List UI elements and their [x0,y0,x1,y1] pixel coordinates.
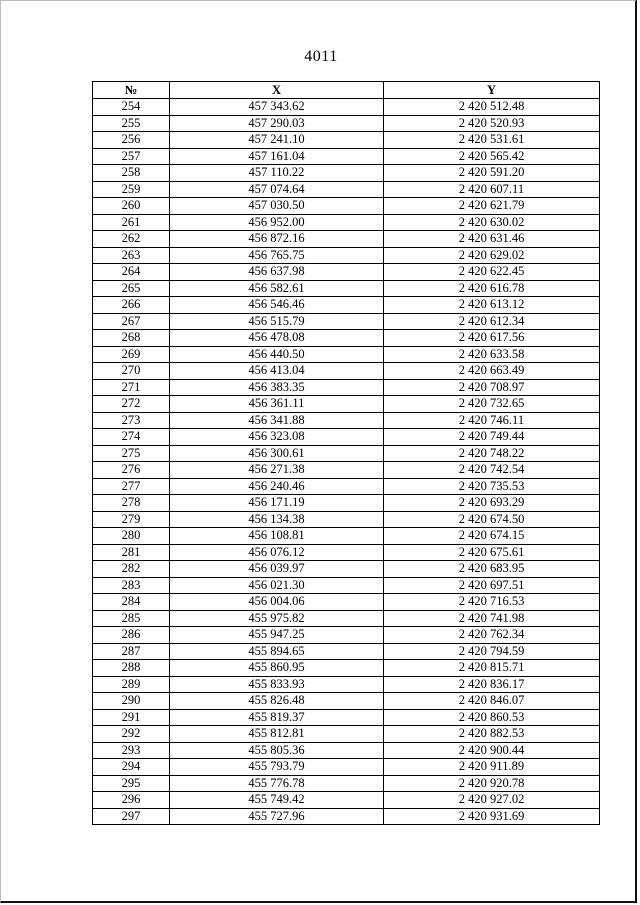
cell-y: 2 420 512.48 [384,99,600,116]
table-row [93,231,600,248]
column-header-number: № [93,82,170,99]
cell-y: 2 420 927.02 [384,792,600,809]
cell-y: 2 420 846.07 [384,693,600,710]
cell-x: 456 637.98 [170,264,384,281]
table-row [93,181,600,198]
cell-x: 455 975.82 [170,610,384,627]
table-row [93,330,600,347]
cell-number: 263 [93,247,170,264]
cell-x: 456 341.88 [170,412,384,429]
cell-y: 2 420 836.17 [384,676,600,693]
cell-number: 286 [93,627,170,644]
table-row [93,726,600,743]
cell-y: 2 420 693.29 [384,495,600,512]
cell-x: 456 515.79 [170,313,384,330]
cell-y: 2 420 622.45 [384,264,600,281]
cell-number: 265 [93,280,170,297]
cell-y: 2 420 815.71 [384,660,600,677]
table-row [93,528,600,545]
cell-x: 457 161.04 [170,148,384,165]
cell-number: 285 [93,610,170,627]
cell-number: 271 [93,379,170,396]
cell-y: 2 420 607.11 [384,181,600,198]
cell-number: 257 [93,148,170,165]
cell-number: 268 [93,330,170,347]
table-row [93,478,600,495]
cell-x: 457 030.50 [170,198,384,215]
cell-number: 283 [93,577,170,594]
cell-x: 457 110.22 [170,165,384,182]
table-row [93,808,600,825]
table-header-row [93,82,600,99]
table-row [93,775,600,792]
cell-y: 2 420 697.51 [384,577,600,594]
cell-y: 2 420 565.42 [384,148,600,165]
cell-y: 2 420 911.89 [384,759,600,776]
column-header-x: X [170,82,384,99]
table-row [93,676,600,693]
cell-y: 2 420 621.79 [384,198,600,215]
cell-number: 281 [93,544,170,561]
cell-x: 455 860.95 [170,660,384,677]
column-header-y: Y [384,82,600,99]
cell-y: 2 420 633.58 [384,346,600,363]
cell-number: 293 [93,742,170,759]
cell-x: 456 413.04 [170,363,384,380]
cell-number: 292 [93,726,170,743]
table-row [93,379,600,396]
cell-number: 297 [93,808,170,825]
cell-x: 455 776.78 [170,775,384,792]
coordinates-table [92,81,600,825]
table-row [93,429,600,446]
cell-number: 290 [93,693,170,710]
table-row [93,462,600,479]
cell-number: 274 [93,429,170,446]
cell-y: 2 420 742.54 [384,462,600,479]
cell-number: 277 [93,478,170,495]
cell-number: 259 [93,181,170,198]
cell-y: 2 420 613.12 [384,297,600,314]
cell-y: 2 420 920.78 [384,775,600,792]
cell-number: 294 [93,759,170,776]
cell-x: 456 271.38 [170,462,384,479]
cell-y: 2 420 663.49 [384,363,600,380]
cell-x: 456 765.75 [170,247,384,264]
cell-y: 2 420 882.53 [384,726,600,743]
cell-number: 260 [93,198,170,215]
cell-number: 278 [93,495,170,512]
cell-x: 455 812.81 [170,726,384,743]
cell-number: 258 [93,165,170,182]
cell-x: 456 582.61 [170,280,384,297]
cell-y: 2 420 900.44 [384,742,600,759]
cell-x: 455 819.37 [170,709,384,726]
table-row [93,280,600,297]
cell-number: 276 [93,462,170,479]
table-row [93,445,600,462]
table-row [93,759,600,776]
cell-x: 456 546.46 [170,297,384,314]
cell-y: 2 420 741.98 [384,610,600,627]
table-row [93,561,600,578]
cell-x: 457 074.64 [170,181,384,198]
cell-y: 2 420 675.61 [384,544,600,561]
table-row [93,511,600,528]
table-row [93,709,600,726]
cell-x: 456 323.08 [170,429,384,446]
cell-number: 254 [93,99,170,116]
cell-y: 2 420 631.46 [384,231,600,248]
cell-x: 456 021.30 [170,577,384,594]
cell-x: 456 383.35 [170,379,384,396]
cell-x: 456 361.11 [170,396,384,413]
cell-y: 2 420 735.53 [384,478,600,495]
cell-number: 269 [93,346,170,363]
table-row [93,495,600,512]
cell-number: 264 [93,264,170,281]
cell-x: 456 108.81 [170,528,384,545]
page-number: 4011 [304,48,338,65]
cell-number: 275 [93,445,170,462]
cell-number: 289 [93,676,170,693]
cell-x: 456 300.61 [170,445,384,462]
cell-y: 2 420 520.93 [384,115,600,132]
cell-x: 456 076.12 [170,544,384,561]
table-row [93,412,600,429]
table-row [93,627,600,644]
cell-y: 2 420 616.78 [384,280,600,297]
cell-x: 456 440.50 [170,346,384,363]
cell-number: 272 [93,396,170,413]
cell-x: 456 872.16 [170,231,384,248]
cell-y: 2 420 617.56 [384,330,600,347]
cell-number: 282 [93,561,170,578]
cell-y: 2 420 612.34 [384,313,600,330]
cell-y: 2 420 674.50 [384,511,600,528]
cell-number: 288 [93,660,170,677]
table-row [93,165,600,182]
cell-x: 455 947.25 [170,627,384,644]
cell-x: 457 290.03 [170,115,384,132]
table-row [93,792,600,809]
cell-x: 456 478.08 [170,330,384,347]
cell-y: 2 420 860.53 [384,709,600,726]
cell-y: 2 420 716.53 [384,594,600,611]
cell-y: 2 420 674.15 [384,528,600,545]
cell-y: 2 420 746.11 [384,412,600,429]
table-row [93,148,600,165]
table-body [93,99,600,825]
table-row [93,693,600,710]
table-row [93,396,600,413]
cell-x: 456 134.38 [170,511,384,528]
cell-number: 280 [93,528,170,545]
table-row [93,115,600,132]
table-row [93,742,600,759]
cell-x: 455 826.48 [170,693,384,710]
cell-number: 291 [93,709,170,726]
cell-y: 2 420 531.61 [384,132,600,149]
table-row [93,660,600,677]
table-row [93,264,600,281]
cell-y: 2 420 708.97 [384,379,600,396]
cell-number: 255 [93,115,170,132]
cell-y: 2 420 630.02 [384,214,600,231]
table-row [93,643,600,660]
table-row [93,594,600,611]
cell-x: 456 171.19 [170,495,384,512]
cell-number: 262 [93,231,170,248]
cell-x: 456 039.97 [170,561,384,578]
cell-x: 456 004.06 [170,594,384,611]
cell-x: 455 894.65 [170,643,384,660]
cell-x: 455 833.93 [170,676,384,693]
cell-y: 2 420 683.95 [384,561,600,578]
cell-number: 270 [93,363,170,380]
cell-number: 296 [93,792,170,809]
table-row [93,247,600,264]
table-row [93,313,600,330]
table-row [93,99,600,116]
table-row [93,610,600,627]
cell-y: 2 420 732.65 [384,396,600,413]
cell-y: 2 420 749.44 [384,429,600,446]
cell-x: 455 805.36 [170,742,384,759]
cell-x: 455 727.96 [170,808,384,825]
table-row [93,132,600,149]
cell-number: 267 [93,313,170,330]
cell-number: 295 [93,775,170,792]
cell-x: 455 793.79 [170,759,384,776]
cell-x: 457 241.10 [170,132,384,149]
table-row [93,198,600,215]
cell-y: 2 420 762.34 [384,627,600,644]
cell-number: 256 [93,132,170,149]
table-row [93,346,600,363]
cell-y: 2 420 794.59 [384,643,600,660]
cell-number: 284 [93,594,170,611]
table-row [93,544,600,561]
cell-y: 2 420 629.02 [384,247,600,264]
cell-number: 287 [93,643,170,660]
cell-y: 2 420 748.22 [384,445,600,462]
table-row [93,214,600,231]
cell-y: 2 420 931.69 [384,808,600,825]
cell-y: 2 420 591.20 [384,165,600,182]
cell-x: 457 343.62 [170,99,384,116]
cell-x: 456 240.46 [170,478,384,495]
table-row [93,577,600,594]
cell-number: 279 [93,511,170,528]
cell-number: 261 [93,214,170,231]
cell-number: 273 [93,412,170,429]
table-row [93,363,600,380]
table-row [93,297,600,314]
cell-x: 455 749.42 [170,792,384,809]
cell-x: 456 952.00 [170,214,384,231]
cell-number: 266 [93,297,170,314]
